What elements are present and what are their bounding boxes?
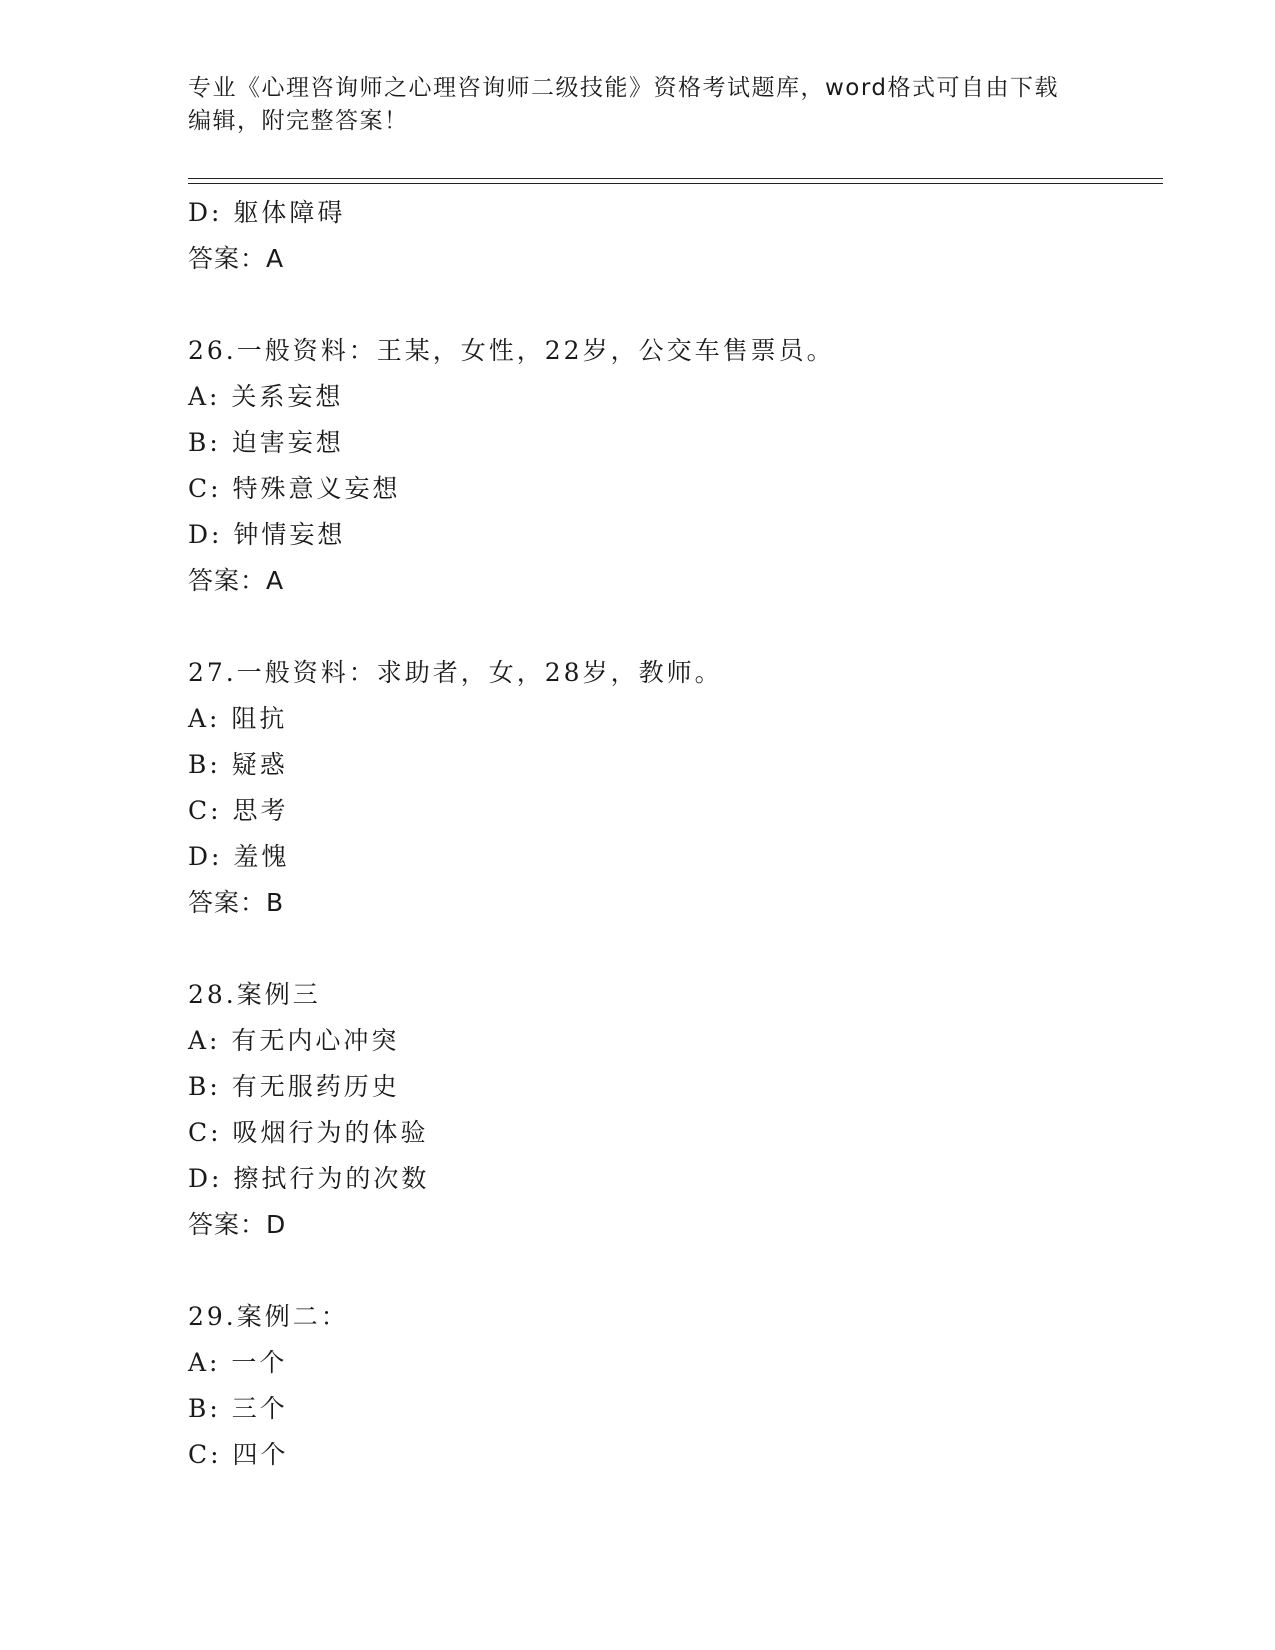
document-header: [188, 72, 1068, 138]
question-28: [188, 972, 1163, 1248]
option-d: D: 羞愧: [188, 842, 290, 871]
question-stem: 27.一般资料：求助者，女，28岁，教师。: [188, 658, 723, 687]
option-d: D: 躯体障碍: [188, 198, 346, 227]
question-26: [188, 328, 1163, 604]
header-divider-top: [188, 178, 1163, 179]
option-a: A: 有无内心冲突: [188, 1026, 400, 1055]
option-c: C: 吸烟行为的体验: [188, 1118, 429, 1147]
header-line-2: 编辑，附完整答案！: [188, 108, 409, 134]
option-a: A: 关系妄想: [188, 382, 344, 411]
option-c: C: 特殊意义妄想: [188, 474, 401, 503]
question-stem: 29.案例二：: [188, 1302, 349, 1331]
option-b: B: 三个: [188, 1394, 288, 1423]
option-b: B: 迫害妄想: [188, 428, 344, 457]
answer-line: 答案：B: [188, 888, 285, 917]
question-stem: 26.一般资料：王某，女性，22岁，公交车售票员。: [188, 336, 835, 365]
header-divider-bottom: [188, 183, 1163, 184]
answer-line: 答案：A: [188, 566, 285, 595]
previous-question-fragment: [188, 190, 1163, 282]
question-list: [188, 190, 1163, 1478]
answer-line: 答案：A: [188, 244, 285, 273]
option-d: D: 钟情妄想: [188, 520, 346, 549]
option-c: C: 四个: [188, 1440, 289, 1469]
question-29: [188, 1294, 1163, 1478]
option-b: B: 有无服药历史: [188, 1072, 400, 1101]
answer-line: 答案：D: [188, 1210, 287, 1239]
option-d: D: 擦拭行为的次数: [188, 1164, 430, 1193]
option-c: C: 思考: [188, 796, 289, 825]
question-stem: 28.案例三: [188, 980, 321, 1009]
option-a: A: 一个: [188, 1348, 288, 1377]
option-a: A: 阻抗: [188, 704, 288, 733]
option-b: B: 疑惑: [188, 750, 288, 779]
header-line-1: 专业《心理咨询师之心理咨询师二级技能》资格考试题库，word格式可自由下载: [188, 75, 1060, 101]
question-27: [188, 650, 1163, 926]
